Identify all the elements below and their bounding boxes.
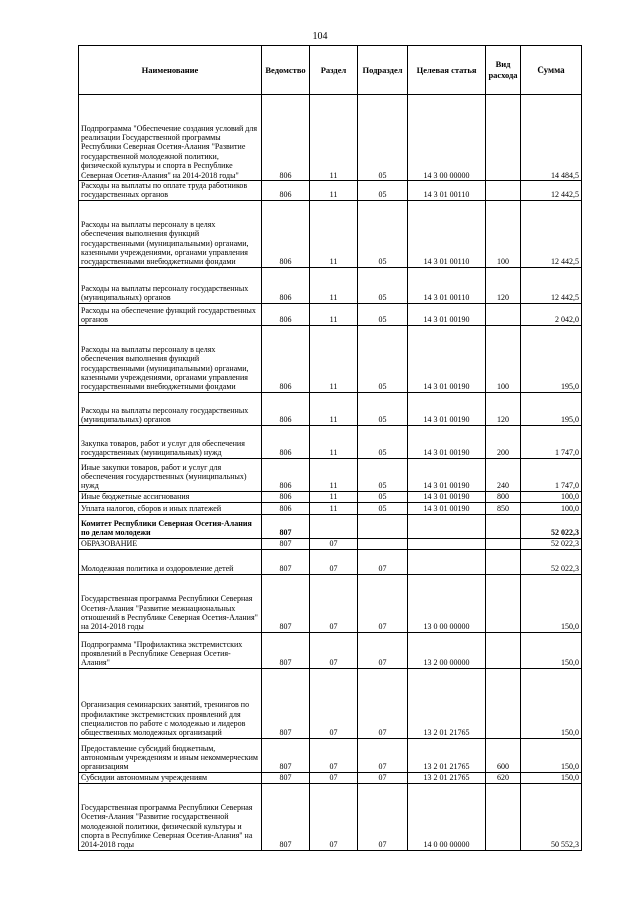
header-article: Целевая статья [408, 46, 486, 95]
cell-sum: 1 747,0 [521, 425, 582, 458]
cell-name: Расходы на выплаты персоналу в целях обеспечения выполнения функций государственными (муниципальными) органами, казенными учреждениями, органами управления государственными внебюджетными фондами [79, 325, 262, 392]
cell-exp-type: 850 [486, 502, 521, 514]
cell-exp-type [486, 549, 521, 574]
cell-article: 14 3 01 00110 [408, 200, 486, 267]
cell-subsection: 07 [358, 738, 408, 772]
cell-article: 14 0 00 00000 [408, 783, 486, 850]
cell-article: 14 3 01 00190 [408, 325, 486, 392]
table-row [79, 267, 582, 303]
cell-dept: 807 [262, 738, 310, 772]
cell-subsection: 05 [358, 267, 408, 303]
cell-section: 07 [310, 632, 358, 668]
cell-article: 14 3 01 00190 [408, 502, 486, 514]
cell-section: 07 [310, 772, 358, 783]
cell-sum: 150,0 [521, 668, 582, 738]
cell-subsection: 07 [358, 783, 408, 850]
cell-article: 14 3 01 00190 [408, 491, 486, 502]
header-dept: Ведомство [262, 46, 310, 95]
cell-section: 07 [310, 549, 358, 574]
cell-subsection: 07 [358, 772, 408, 783]
cell-name: Расходы на выплаты персоналу государственных (муниципальных) органов [79, 392, 262, 425]
cell-dept: 806 [262, 95, 310, 181]
cell-subsection: 05 [358, 392, 408, 425]
cell-exp-type: 120 [486, 392, 521, 425]
cell-dept: 807 [262, 549, 310, 574]
table-row [79, 538, 582, 549]
cell-section: 07 [310, 538, 358, 549]
cell-sum: 52 022,3 [521, 514, 582, 538]
cell-sum: 150,0 [521, 574, 582, 632]
cell-section: 07 [310, 668, 358, 738]
cell-name: ОБРАЗОВАНИЕ [79, 538, 262, 549]
cell-article [408, 538, 486, 549]
cell-name: Молодежная политика и оздоровление детей [79, 549, 262, 574]
cell-name: Предоставление субсидий бюджетным, автономным учреждениям и иным некоммерческим организациям [79, 738, 262, 772]
cell-exp-type: 600 [486, 738, 521, 772]
table-row [79, 502, 582, 514]
cell-dept: 806 [262, 491, 310, 502]
cell-sum: 12 442,5 [521, 200, 582, 267]
cell-exp-type: 120 [486, 267, 521, 303]
table-row [79, 303, 582, 325]
table-row [79, 514, 582, 538]
cell-sum: 50 552,3 [521, 783, 582, 850]
header-name: Наименование [79, 46, 262, 95]
cell-section: 11 [310, 458, 358, 491]
cell-name: Подпрограмма "Профилактика экстремистских проявлений в Республике Северная Осетия-Алания" [79, 632, 262, 668]
cell-sum: 195,0 [521, 325, 582, 392]
cell-exp-type: 100 [486, 200, 521, 267]
cell-exp-type: 620 [486, 772, 521, 783]
table-row [79, 738, 582, 772]
cell-subsection: 05 [358, 458, 408, 491]
cell-article: 14 3 01 00190 [408, 303, 486, 325]
cell-sum: 150,0 [521, 772, 582, 783]
cell-section: 11 [310, 425, 358, 458]
cell-subsection: 07 [358, 574, 408, 632]
cell-article: 13 2 01 21765 [408, 738, 486, 772]
cell-name: Расходы на обеспечение функций государственных органов [79, 303, 262, 325]
table-row [79, 325, 582, 392]
cell-article: 14 3 01 00190 [408, 425, 486, 458]
cell-dept: 806 [262, 392, 310, 425]
cell-subsection [358, 538, 408, 549]
cell-section: 11 [310, 303, 358, 325]
cell-article: 14 3 01 00190 [408, 392, 486, 425]
cell-dept: 807 [262, 668, 310, 738]
table-row [79, 574, 582, 632]
cell-exp-type: 200 [486, 425, 521, 458]
cell-name: Расходы на выплаты персоналу государственных (муниципальных) органов [79, 267, 262, 303]
cell-name: Комитет Республики Северная Осетия-Алания по делам молодежи [79, 514, 262, 538]
table-body [79, 95, 582, 851]
cell-name: Уплата налогов, сборов и иных платежей [79, 502, 262, 514]
cell-sum: 12 442,5 [521, 267, 582, 303]
cell-name: Иные закупки товаров, работ и услуг для обеспечения государственных (муниципальных) нужд [79, 458, 262, 491]
cell-section: 11 [310, 491, 358, 502]
cell-subsection: 05 [358, 425, 408, 458]
cell-subsection: 07 [358, 668, 408, 738]
cell-exp-type [486, 181, 521, 201]
cell-sum: 100,0 [521, 502, 582, 514]
table-row [79, 200, 582, 267]
cell-sum: 150,0 [521, 632, 582, 668]
cell-name: Субсидии автономным учреждениям [79, 772, 262, 783]
cell-article [408, 549, 486, 574]
table-row [79, 95, 582, 181]
cell-exp-type: 800 [486, 491, 521, 502]
header-subsection: Подраздел [358, 46, 408, 95]
cell-dept: 806 [262, 425, 310, 458]
cell-sum: 195,0 [521, 392, 582, 425]
cell-sum: 1 747,0 [521, 458, 582, 491]
cell-name: Организация семинарских занятий, тренингов по профилактике экстремистских проявлений для специалистов по работе с молодежью и лидеров общественных молодежных организаций [79, 668, 262, 738]
budget-table [78, 45, 582, 851]
cell-dept: 806 [262, 325, 310, 392]
table-row [79, 783, 582, 850]
table-row [79, 491, 582, 502]
cell-sum: 52 022,3 [521, 549, 582, 574]
cell-article: 13 2 01 21765 [408, 772, 486, 783]
cell-exp-type [486, 538, 521, 549]
table-row [79, 425, 582, 458]
cell-exp-type [486, 632, 521, 668]
cell-section: 07 [310, 783, 358, 850]
table-row [79, 392, 582, 425]
cell-exp-type [486, 668, 521, 738]
cell-name: Закупка товаров, работ и услуг для обеспечения государственных (муниципальных) нужд [79, 425, 262, 458]
cell-subsection: 05 [358, 95, 408, 181]
cell-subsection: 07 [358, 632, 408, 668]
table-row [79, 772, 582, 783]
cell-article: 13 2 01 21765 [408, 668, 486, 738]
cell-section: 11 [310, 392, 358, 425]
cell-dept: 806 [262, 458, 310, 491]
cell-exp-type: 240 [486, 458, 521, 491]
cell-name: Расходы на выплаты по оплате труда работников государственных органов [79, 181, 262, 201]
cell-subsection: 05 [358, 303, 408, 325]
header-sum: Сумма [521, 46, 582, 95]
cell-name: Государственная программа Республики Северная Осетия-Алания "Развитие государственной молодежной политики, физической культуры и спорта в Республике Северная Осетия-Алания" на 2014-2018 годы [79, 783, 262, 850]
cell-section: 11 [310, 325, 358, 392]
cell-section: 07 [310, 574, 358, 632]
table-row [79, 632, 582, 668]
cell-subsection: 05 [358, 181, 408, 201]
cell-section: 11 [310, 267, 358, 303]
cell-name: Расходы на выплаты персоналу в целях обеспечения выполнения функций государственными (муниципальными) органами, казенными учреждениями, органами управления государственными внебюджетными фондами [79, 200, 262, 267]
cell-sum: 14 484,5 [521, 95, 582, 181]
table-header-row [79, 46, 582, 95]
page-number: 104 [312, 31, 328, 42]
table-row [79, 668, 582, 738]
cell-subsection: 05 [358, 325, 408, 392]
cell-sum: 100,0 [521, 491, 582, 502]
cell-exp-type: 100 [486, 325, 521, 392]
table-row [79, 181, 582, 201]
cell-subsection: 05 [358, 491, 408, 502]
cell-dept: 806 [262, 502, 310, 514]
cell-article: 13 2 00 00000 [408, 632, 486, 668]
cell-article [408, 514, 486, 538]
cell-exp-type [486, 514, 521, 538]
cell-dept: 806 [262, 303, 310, 325]
cell-section: 11 [310, 95, 358, 181]
cell-exp-type [486, 303, 521, 325]
cell-dept: 806 [262, 181, 310, 201]
cell-section: 11 [310, 502, 358, 514]
header-exp-type: Вид расхода [486, 46, 521, 95]
cell-article: 14 3 01 00110 [408, 267, 486, 303]
cell-section: 07 [310, 738, 358, 772]
cell-sum: 2 042,0 [521, 303, 582, 325]
cell-subsection: 05 [358, 200, 408, 267]
cell-dept: 806 [262, 200, 310, 267]
cell-name: Подпрограмма "Обеспечение создания условий для реализации Государственной программы Республики Северная Осетия-Алания "Развитие государственной молодежной политики, физической культуры и спорта в Республике Северная Осетия-Алания" на 2014-2018 годы" [79, 95, 262, 181]
table-row [79, 458, 582, 491]
cell-name: Иные бюджетные ассигнования [79, 491, 262, 502]
cell-sum: 150,0 [521, 738, 582, 772]
cell-dept: 806 [262, 267, 310, 303]
cell-article: 14 3 00 00000 [408, 95, 486, 181]
cell-exp-type [486, 95, 521, 181]
cell-subsection [358, 514, 408, 538]
cell-dept: 807 [262, 514, 310, 538]
cell-sum: 52 022,3 [521, 538, 582, 549]
cell-exp-type [486, 574, 521, 632]
cell-sum: 12 442,5 [521, 181, 582, 201]
cell-article: 14 3 01 00110 [408, 181, 486, 201]
cell-dept: 807 [262, 632, 310, 668]
table-row [79, 549, 582, 574]
cell-dept: 807 [262, 538, 310, 549]
cell-section [310, 514, 358, 538]
cell-name: Государственная программа Республики Северная Осетия-Алания "Развитие межнациональных отношений в Республике Северная Осетия-Алания" на 2014-2018 годы [79, 574, 262, 632]
cell-subsection: 07 [358, 549, 408, 574]
cell-dept: 807 [262, 783, 310, 850]
cell-subsection: 05 [358, 502, 408, 514]
cell-dept: 807 [262, 574, 310, 632]
cell-exp-type [486, 783, 521, 850]
cell-article: 14 3 01 00190 [408, 458, 486, 491]
cell-section: 11 [310, 181, 358, 201]
cell-article: 13 0 00 00000 [408, 574, 486, 632]
cell-dept: 807 [262, 772, 310, 783]
cell-section: 11 [310, 200, 358, 267]
header-section: Раздел [310, 46, 358, 95]
